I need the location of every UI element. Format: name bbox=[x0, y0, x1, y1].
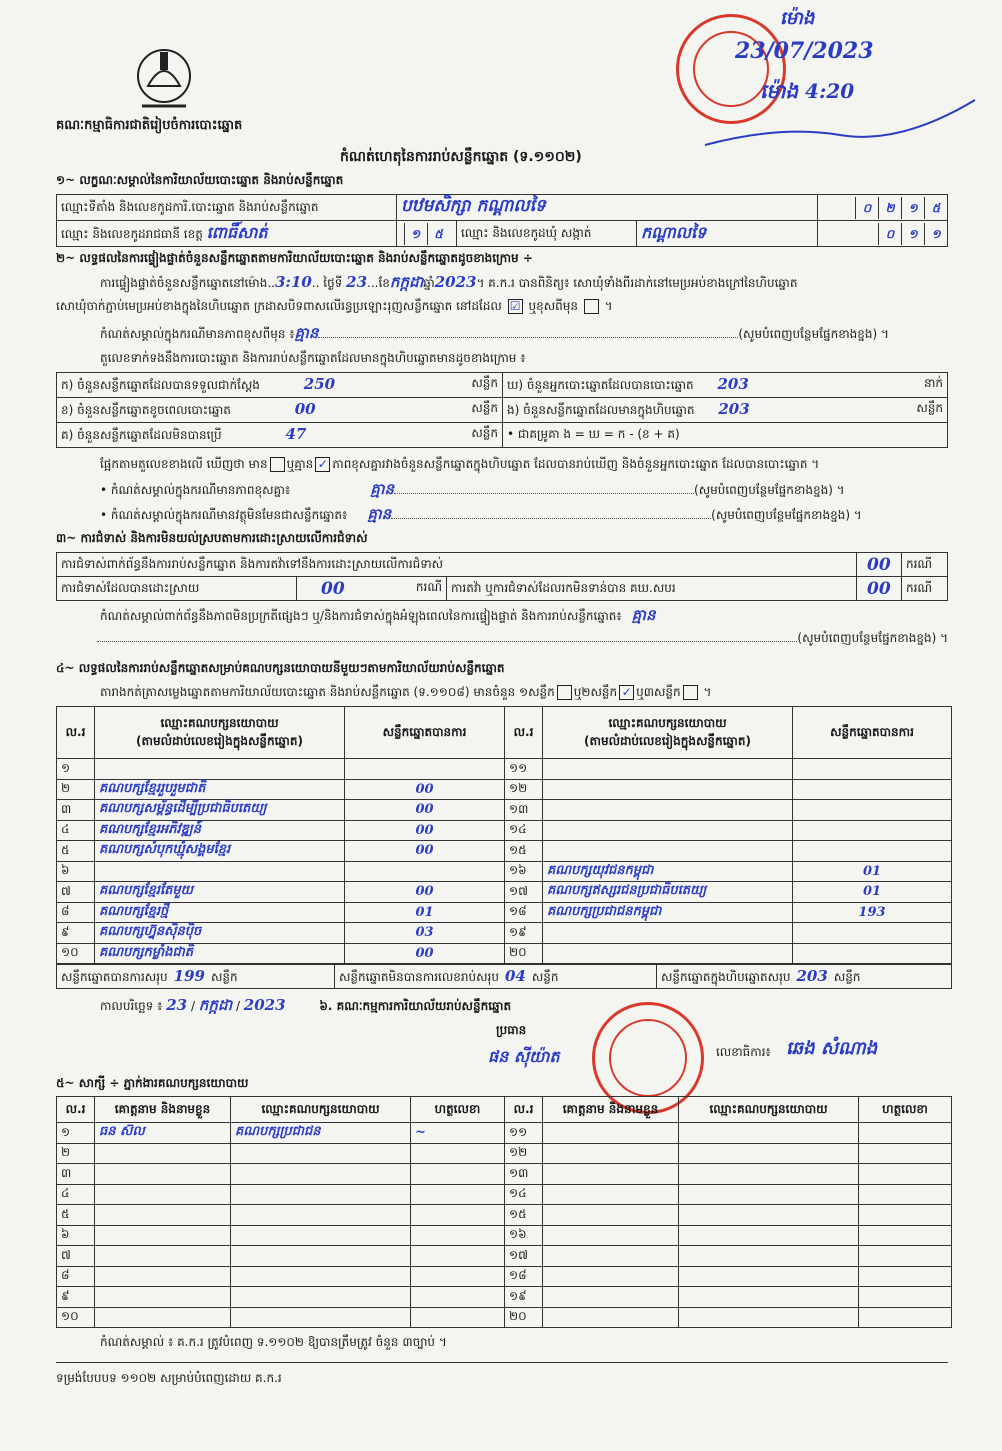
witness-signature bbox=[411, 1143, 505, 1164]
witness-name bbox=[95, 1205, 231, 1226]
secretary-label: លេខាធិការ៖ bbox=[716, 1045, 771, 1059]
two-sheets-checkbox[interactable]: ✓ bbox=[619, 685, 634, 700]
witness-signature bbox=[411, 1184, 505, 1205]
secretary-name: ឆេង សំណាង bbox=[786, 1038, 878, 1059]
row-number: ១៩ bbox=[505, 1287, 543, 1308]
table-row bbox=[57, 882, 952, 903]
verify-year: 2023 bbox=[434, 273, 477, 291]
row-number: ១៤ bbox=[505, 1184, 543, 1205]
witness-name bbox=[543, 1225, 679, 1246]
witness-party bbox=[679, 1287, 859, 1308]
party-name bbox=[543, 800, 793, 821]
witness-signature bbox=[859, 1246, 952, 1267]
witness-party bbox=[231, 1246, 411, 1267]
stamp-note-time: ម៉ោង 4:20 bbox=[760, 79, 855, 103]
party-name: គណបក្សសំបុកឃ្មុំសង្គមខ្មែរ bbox=[95, 841, 345, 862]
province-label: ឈ្មោះ និងលេខកូដរាជធានី ខេត្ត ពោធិ៍សាត់ bbox=[57, 221, 397, 247]
table-row bbox=[57, 1123, 952, 1144]
witness-party bbox=[231, 1143, 411, 1164]
witness-name bbox=[95, 1287, 231, 1308]
party-name: គណបក្សសម្ព័ន្ធដើម្បីប្រជាធិបតេយ្យ bbox=[95, 800, 345, 821]
table-row bbox=[57, 1164, 952, 1185]
objections-count: 00 bbox=[856, 553, 901, 577]
chair-name: ផន ស៊ីយ៉ាត bbox=[488, 1047, 560, 1066]
witness-signature bbox=[859, 1307, 952, 1328]
witness-name bbox=[543, 1205, 679, 1226]
witness-name bbox=[95, 1307, 231, 1328]
witness-party bbox=[679, 1123, 859, 1144]
verify-month: កក្កដា bbox=[389, 273, 424, 291]
row-number: ៨ bbox=[57, 902, 95, 923]
received-ballots: 250 bbox=[303, 375, 336, 393]
no-difference-checkbox[interactable]: ✓ bbox=[315, 457, 330, 472]
commune-code: ០ ១ ១ bbox=[818, 221, 948, 247]
witness-party bbox=[231, 1164, 411, 1185]
witness-signature bbox=[859, 1287, 952, 1308]
party-name bbox=[543, 779, 793, 800]
verify-day: 23 bbox=[346, 273, 368, 291]
party-votes bbox=[793, 759, 952, 780]
party-votes: 00 bbox=[345, 841, 505, 862]
row-number: ១០ bbox=[57, 943, 95, 964]
row-number: ១២ bbox=[505, 1143, 543, 1164]
witness-signature bbox=[859, 1205, 952, 1226]
party-votes: 01 bbox=[793, 861, 952, 882]
party-votes: 193 bbox=[793, 902, 952, 923]
party-votes bbox=[793, 841, 952, 862]
different-checkbox[interactable] bbox=[584, 299, 599, 314]
row-number: ១៧ bbox=[505, 882, 543, 903]
witness-party bbox=[679, 1184, 859, 1205]
verify-time: 3:10 bbox=[274, 273, 312, 291]
witness-party bbox=[679, 1143, 859, 1164]
row-number: ៣ bbox=[57, 800, 95, 821]
table-row bbox=[57, 861, 952, 882]
witness-name bbox=[543, 1266, 679, 1287]
witness-name bbox=[95, 1184, 231, 1205]
party-name bbox=[543, 759, 793, 780]
witness-party bbox=[231, 1307, 411, 1328]
party-name: គណបក្សខ្មែរតែមួយ bbox=[95, 882, 345, 903]
row-number: ៧ bbox=[57, 1246, 95, 1267]
row-number: ១៩ bbox=[505, 923, 543, 944]
party-votes bbox=[345, 759, 505, 780]
row-number: ១១ bbox=[505, 759, 543, 780]
witness-party bbox=[679, 1205, 859, 1226]
table-row bbox=[57, 759, 952, 780]
section2-intro: តួលេខទាក់ទងនឹងការបោះឆ្នោត និងការរាប់សន្លឹកឆ្នោតដែលមានក្នុងហិបឆ្នោតមានដូចខាងក្រោម ៖ bbox=[100, 351, 526, 365]
party-votes bbox=[793, 800, 952, 821]
witness-name bbox=[543, 1164, 679, 1185]
party-votes: 00 bbox=[345, 779, 505, 800]
row-number: ១៨ bbox=[505, 1266, 543, 1287]
row-number: ៥ bbox=[57, 1205, 95, 1226]
witness-signature bbox=[411, 1225, 505, 1246]
party-votes bbox=[793, 923, 952, 944]
total-valid: 199 bbox=[173, 966, 205, 985]
party-name bbox=[543, 923, 793, 944]
witness-signature bbox=[411, 1246, 505, 1267]
unresolved-count: 00 bbox=[856, 577, 901, 601]
stamp-note-line1: ម៉ោង bbox=[780, 8, 815, 29]
unused-ballots: 47 bbox=[285, 425, 307, 443]
table-row bbox=[57, 943, 952, 964]
witness-signature bbox=[859, 1123, 952, 1144]
one-sheet-checkbox[interactable] bbox=[557, 685, 572, 700]
section2-note: កំណត់សម្គាល់ក្នុងករណីមានភាពខុសពីមុន ៖គ្មាន (សូមបំពេញបន្ថែមផ្នែកខាងខ្នង) ។ bbox=[100, 324, 889, 342]
table-row bbox=[57, 1225, 952, 1246]
signing-date: កាលបរិច្ឆេទ ៖ 23 / កក្កដា / 2023 ៦. គណៈកម្មការការិយាល័យរាប់សន្លឹកឆ្នោត bbox=[100, 996, 512, 1014]
table-row bbox=[57, 1143, 952, 1164]
section1-table bbox=[56, 194, 948, 247]
row-number: ៦ bbox=[57, 1225, 95, 1246]
party-votes: 00 bbox=[345, 800, 505, 821]
party-votes: 01 bbox=[345, 902, 505, 923]
verification-line1: ការផ្ទៀងផ្ទាត់ចំនួនសន្លឹកឆ្នោតនៅម៉ោង..3:10.. ថ្ងៃទី 23...ខែកក្កដាឆ្នាំ2023។ គ.ក.រ បានពិនិត្យ៖ សោឃុំទាំងពីរដាក់នៅមេប្រអប់ខាងក្រៅនៃហិបឆ្នោត bbox=[100, 273, 798, 291]
row-number: ១៨ bbox=[505, 902, 543, 923]
footer-note: កំណត់សម្គាល់ ៖ គ.ក.រ ត្រូវបំពេញ ទ.១១០២ ឱ្យបានត្រឹមត្រូវ ចំនួន ៣ច្បាប់ ។ bbox=[100, 1335, 447, 1349]
row-number: ១៥ bbox=[505, 1205, 543, 1226]
resolved-count: 00 bbox=[321, 578, 345, 599]
witness-signature bbox=[411, 1307, 505, 1328]
bullet-note-2: • កំណត់សម្គាល់ក្នុងករណីមានវត្ថុមិនមែនជាសន្លឹកឆ្នោត៖ គ្មាន (សូមបំពេញបន្ថែមផ្នែកខាងខ្នង) ។ bbox=[100, 505, 862, 523]
witness-party bbox=[231, 1184, 411, 1205]
witness-name bbox=[95, 1164, 231, 1185]
witness-party bbox=[679, 1246, 859, 1267]
witness-party bbox=[231, 1205, 411, 1226]
witness-name bbox=[543, 1307, 679, 1328]
party-votes bbox=[345, 861, 505, 882]
commune-value: កណ្ដាលទៃ bbox=[637, 221, 818, 247]
table-row bbox=[57, 779, 952, 800]
witness-name bbox=[95, 1143, 231, 1164]
witness-name bbox=[95, 1225, 231, 1246]
party-name: គណបក្សខ្មែររួបរួមជាតិ bbox=[95, 779, 345, 800]
ballot-count-table: ក) ចំនួនសន្លឹកឆ្នោតដែលបានទទួលជាក់ស្ដែង 250 សន្លឹក ឃ) ចំនួនអ្នកបោះឆ្នោតដែលបានបោះឆ្នោត 203 នាក់ ខ) ចំនួនសន្លឹកឆ្នោតខូចពេលបោះឆ្នោត 00 សន្លឹក ង) ចំនួនសន្លឹកឆ្នោតដែលមានក្នុងហិបឆ្នោត 203 សន្លឹក គ) ចំនួនសន្លឹកឆ្នោតដែលមិនបានប្រើ 47 សន្លឹក • ជាគម្រូគា ង = ឃ = ក - (ខ + គ) bbox=[56, 372, 948, 448]
witness-party: គណបក្សប្រជាជន bbox=[231, 1123, 411, 1144]
ballots-in-box: 203 bbox=[718, 400, 750, 418]
table-row bbox=[57, 820, 952, 841]
total-invalid: 04 bbox=[504, 966, 526, 985]
table-row bbox=[57, 902, 952, 923]
section5-heading: ៥~ សាក្សី ÷ ភ្នាក់ងារគណបក្សនយោបាយ bbox=[56, 1076, 249, 1090]
party-name bbox=[543, 943, 793, 964]
witness-signature bbox=[411, 1266, 505, 1287]
row-number: ១៣ bbox=[505, 800, 543, 821]
row-number: ១២ bbox=[505, 779, 543, 800]
row-number: ១៣ bbox=[505, 1164, 543, 1185]
party-name: គណបក្សប្រជាជនកម្ពុជា bbox=[543, 902, 793, 923]
witness-party bbox=[231, 1225, 411, 1246]
document-title: កំណត់ហេតុនៃការរាប់សន្លឹកឆ្នោត (ទ.១១០២) bbox=[340, 149, 582, 165]
row-number: ៥ bbox=[57, 841, 95, 862]
table-row bbox=[57, 1307, 952, 1328]
party-votes: 00 bbox=[345, 882, 505, 903]
party-name: គណបក្សកម្លាំងជាតិ bbox=[95, 943, 345, 964]
table-row bbox=[57, 841, 952, 862]
commune-label: ឈ្មោះ និងលេខកូដឃុំ សង្កាត់ bbox=[457, 221, 637, 247]
row-number: ១៤ bbox=[505, 820, 543, 841]
party-votes bbox=[793, 943, 952, 964]
row-number: ២០ bbox=[505, 1307, 543, 1328]
national-emblem-icon bbox=[132, 42, 196, 114]
bullet-note-1: • កំណត់សម្គាល់ក្នុងករណីមានភាពខុសគ្នា៖ គ្មាន (សូមបំពេញបន្ថែមផ្នែកខាងខ្នង) ។ bbox=[100, 480, 845, 498]
witness-party bbox=[679, 1266, 859, 1287]
table-row bbox=[57, 800, 952, 821]
party-votes: 01 bbox=[793, 882, 952, 903]
row-number: ៦ bbox=[57, 861, 95, 882]
party-name: គណបក្សឥស្សរជនប្រជាធិបតេយ្យ bbox=[543, 882, 793, 903]
table-row bbox=[57, 1287, 952, 1308]
footer-divider bbox=[56, 1362, 948, 1363]
location-value: បឋមសិក្សា កណ្ដាលទៃ bbox=[397, 195, 818, 221]
voters-count: 203 bbox=[717, 375, 749, 393]
witness-name bbox=[95, 1266, 231, 1287]
witness-name bbox=[543, 1287, 679, 1308]
row-number: ១៦ bbox=[505, 1225, 543, 1246]
total-in-box: 203 bbox=[796, 966, 828, 985]
party-votes bbox=[793, 820, 952, 841]
section4-heading: ៤~ លទ្ធផលនៃការរាប់សន្លឹកឆ្នោតសម្រាប់គណបក្សនយោបាយនីមួយៗតាមការិយាល័យរាប់សន្លឹកឆ្នោត bbox=[56, 661, 505, 675]
chair-label: ប្រធាន bbox=[496, 1023, 527, 1037]
witness-name bbox=[543, 1123, 679, 1144]
committee-name: គណៈកម្មាធិការជាតិរៀបចំការបោះឆ្នោត bbox=[56, 118, 243, 133]
witness-name bbox=[543, 1246, 679, 1267]
witness-signature bbox=[859, 1266, 952, 1287]
totals-row: សន្លឹកឆ្នោតបានការសរុប 199 សន្លឹក សន្លឹកឆ្នោតមិនបានការលេខរាប់សរុប 04 សន្លឹក សន្លឹកឆ្នោតក្នុងហិបឆ្នោតសរុប 203 សន្លឹក bbox=[56, 964, 952, 989]
witness-party bbox=[679, 1307, 859, 1328]
spoiled-ballots: 00 bbox=[294, 400, 316, 418]
witness-signature bbox=[411, 1287, 505, 1308]
row-number: ៤ bbox=[57, 1184, 95, 1205]
section1-heading: ១~ លក្ខណៈសម្គាល់នៃការិយាល័យបោះឆ្នោត និងរាប់សន្លឹកឆ្នោត bbox=[56, 173, 344, 187]
same-checkbox[interactable]: ☑ bbox=[508, 299, 523, 314]
table-row bbox=[57, 1205, 952, 1226]
row-number: ១ bbox=[57, 1123, 95, 1144]
section4-intro: តារាងកត់ត្រាសម្លេងឆ្នោតតាមការិយាល័យបោះឆ្នោត និងរាប់សន្លឹកឆ្នោត (ទ.១១០៨) មានចំនួន ១សន្លឹក ឬ២សន្លឹក ✓ ឬ៣សន្លឹក ។ bbox=[100, 685, 712, 699]
party-votes bbox=[793, 779, 952, 800]
row-number: ១៦ bbox=[505, 861, 543, 882]
row-number: ១០ bbox=[57, 1307, 95, 1328]
row-number: ៩ bbox=[57, 1287, 95, 1308]
party-name: គណបក្សយុវជនកម្ពុជា bbox=[543, 861, 793, 882]
province-code: ១ ៥ bbox=[397, 221, 457, 247]
stamp-note-date: 23/07/2023 bbox=[735, 38, 874, 64]
row-number: ២ bbox=[57, 779, 95, 800]
row-number: ១ bbox=[57, 759, 95, 780]
witness-signature: ~ bbox=[411, 1123, 505, 1144]
witness-name: ធន ស៊ល bbox=[95, 1123, 231, 1144]
party-name: គណបក្សខ្មែរអភិវឌ្ឍន៍ bbox=[95, 820, 345, 841]
witness-name bbox=[543, 1184, 679, 1205]
form-line: ទម្រង់បែបបទ ១១០២ សម្រាប់បំពេញដោយ គ.ក.រ bbox=[56, 1371, 282, 1385]
party-name bbox=[95, 759, 345, 780]
row-number: ២ bbox=[57, 1143, 95, 1164]
verification-line2: សោឃុំចាក់ភ្ជាប់មេប្រអប់ខាងក្នុងនៃហិបឆ្នោត ក្រដាសបិទពាសលើរន្ធប្រឡោះរុញសន្លឹកឆ្នោត នៅដដែល ☑ ឬខុសពីមុន ។ bbox=[56, 299, 613, 313]
section2-heading: ២~ លទ្ធផលនៃការផ្ទៀងផ្ទាត់ចំនួនសន្លឹកឆ្នោតតាមការិយាល័យបោះឆ្នោត និងរាប់សន្លឹកឆ្នោតដូចខាងក្រោម ÷ bbox=[56, 251, 533, 265]
witness-party bbox=[679, 1225, 859, 1246]
witness-party bbox=[679, 1164, 859, 1185]
row-number: ៧ bbox=[57, 882, 95, 903]
row-number: ៣ bbox=[57, 1164, 95, 1185]
party-votes: 03 bbox=[345, 923, 505, 944]
objections-table: ការជំទាស់ពាក់ព័ន្ធនឹងការរាប់សន្លឹកឆ្នោត និងការតវ៉ាទៅនឹងការដោះស្រាយលើការជំទាស់ 00 ករណី ការជំទាស់ដែលបានដោះស្រាយ 00 ករណី ការតវ៉ា ឬការជំទាស់ដែលរកមិនទាន់បាន គឃ.សបរ 00 ករណី bbox=[56, 552, 948, 601]
witness-signature bbox=[859, 1225, 952, 1246]
party-votes-table: ល.រ ឈ្មោះគណបក្សនយោបាយ (តាមលំដាប់លេខរៀងក្នុងសន្លឹកឆ្នោត) សន្លឹកឆ្នោតបានការ ល.រ ឈ្មោះគណបក្សនយោបាយ (តាមលំដាប់លេខរៀងក្នុងសន្លឹកឆ្នោត) សន្លឹកឆ្នោតបានការ ១ ១១ ២ គណបក្សខ្មែររួបរួមជាតិ 00 ១២ ៣ គណបក្សសម្ព័ន្ធដើម្បីប្រជាធិបតេយ្យ 00 ១៣ ៤ គណបក្សខ្មែរអភិវឌ្ឍន៍ 00 ១៤ ៥ គណបក្សសំបុកឃ្មុំសង្គមខ្មែរ 00 ១៥ ៦ ១៦ គណបក្សយុវជនកម្ពុជា 01 ៧ គណបក្សខ្មែរតែមួយ 00 ១៧ គណបក្សឥស្សរជនប្រជាធិបតេយ្យ 01 ៨ គណបក្សខ្មែរថ្មី 01 ១៨ គណបក្សប្រជាជនកម្ពុជា 193 ៩ គណបក្សហ្វ៊ុនស៊ិនប៉ិច 03 ១៩ ១០ គណបក្សកម្លាំងជាតិ 00 ២០ bbox=[56, 706, 952, 964]
table-row bbox=[57, 1184, 952, 1205]
three-sheets-checkbox[interactable] bbox=[683, 685, 698, 700]
party-name bbox=[543, 820, 793, 841]
signature-top bbox=[700, 95, 980, 155]
party-name bbox=[543, 841, 793, 862]
table-row bbox=[57, 1266, 952, 1287]
row-number: ៩ bbox=[57, 923, 95, 944]
party-name: គណបក្សខ្មែរថ្មី bbox=[95, 902, 345, 923]
section3-heading: ៣~ ការជំទាស់ និងការមិនយល់ស្របតាមការដោះស្រាយលើការជំទាស់ bbox=[56, 531, 368, 545]
table-row bbox=[57, 923, 952, 944]
witness-signature bbox=[859, 1184, 952, 1205]
witness-signature bbox=[859, 1143, 952, 1164]
witness-signature bbox=[411, 1205, 505, 1226]
witness-signature bbox=[411, 1164, 505, 1185]
witness-signature bbox=[859, 1164, 952, 1185]
party-votes: 00 bbox=[345, 943, 505, 964]
witness-table: ល.រ គោត្តនាម និងនាមខ្លួន ឈ្មោះគណបក្សនយោបាយ ហត្ថលេខា ល.រ គោត្តនាម និងនាមខ្លួន ឈ្មោះគណបក្សនយោបាយ ហត្ថលេខា ១ ធន ស៊ល គណបក្សប្រជាជន ~ ១១ ២ ១២ ៣ ១៣ ៤ ១៤ ៥ ១៥ ៦ ១៦ ៧ ១៧ ៨ ១៨ ៩ ១៩ ១០ ២០ bbox=[56, 1096, 952, 1328]
witness-party bbox=[231, 1287, 411, 1308]
discrepancy-line: ផ្អែកតាមតួលេខខាងលើ ឃើញថា មាន ឬគ្មាន ✓ ភាពខុសគ្នារវាងចំនួនសន្លឹកឆ្នោតក្នុងហិបឆ្នោត ដែលបានរាប់ឃើញ និងចំនួនអ្នកបោះឆ្នោត ដែលបានបោះឆ្នោត ។ bbox=[100, 457, 820, 471]
party-name bbox=[95, 861, 345, 882]
section3-note-suffix: (សូមបំពេញបន្ថែមផ្នែកខាងខ្នង) ។ bbox=[56, 630, 948, 648]
witness-name bbox=[95, 1246, 231, 1267]
witness-name bbox=[543, 1143, 679, 1164]
row-number: ២០ bbox=[505, 943, 543, 964]
row-number: ៤ bbox=[57, 820, 95, 841]
row-number: ១៧ bbox=[505, 1246, 543, 1267]
section3-note: កំណត់សម្គាល់ពាក់ព័ន្ធនឹងភាពមិនប្រក្រតីផ្សេងៗ ឬ/និងការជំទាស់ក្នុងអំឡុងពេលនៃការផ្ទៀងផ្ទាត់ និងការរាប់សន្លឹកឆ្នោត៖ គ្មាន bbox=[100, 606, 656, 624]
has-difference-checkbox[interactable] bbox=[270, 457, 285, 472]
location-code: ០ ២ ១ ៥ bbox=[818, 195, 948, 221]
party-name: គណបក្សហ្វ៊ុនស៊ិនប៉ិច bbox=[95, 923, 345, 944]
row-number: ១៥ bbox=[505, 841, 543, 862]
table-row bbox=[57, 1246, 952, 1267]
province-value: ពោធិ៍សាត់ bbox=[206, 222, 268, 242]
witness-party bbox=[231, 1266, 411, 1287]
party-votes: 00 bbox=[345, 820, 505, 841]
location-label: ឈ្មោះទីតាំង និងលេខកូដការិ.បោះឆ្នោត និងរាប់សន្លឹកឆ្នោត bbox=[57, 195, 397, 221]
row-number: ៨ bbox=[57, 1266, 95, 1287]
row-number: ១១ bbox=[505, 1123, 543, 1144]
